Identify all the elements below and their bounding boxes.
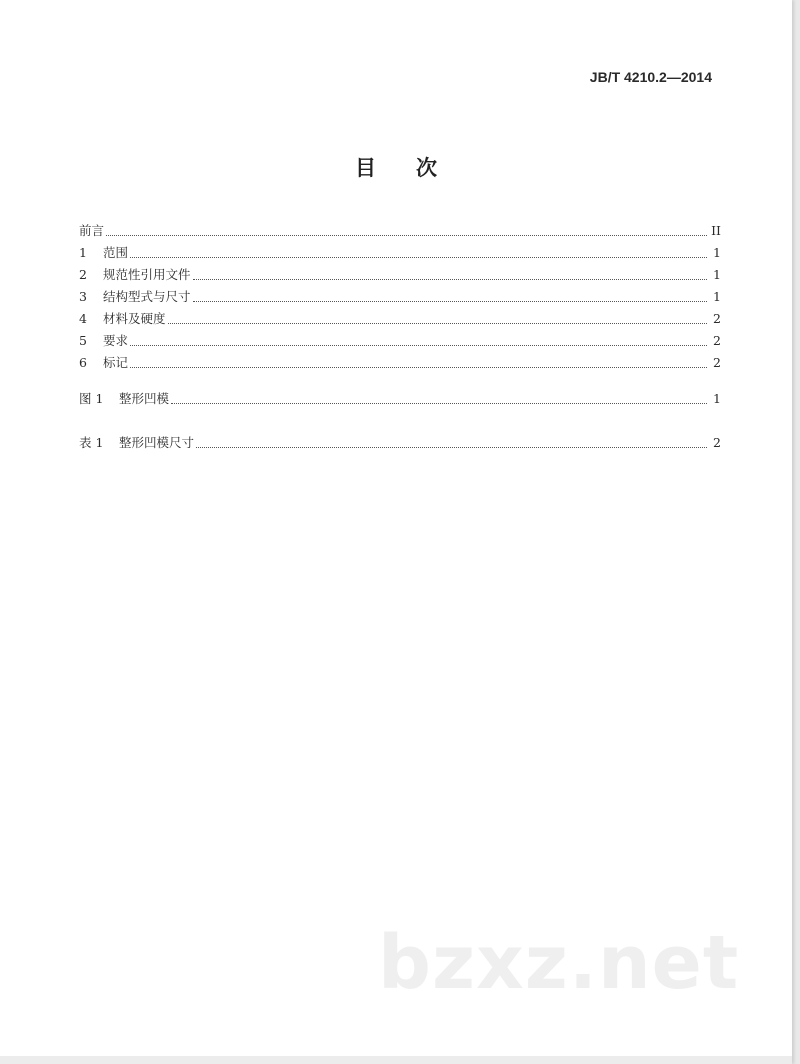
toc-entry-page: II [711,223,721,238]
toc-entry-2[interactable] [79,264,721,286]
figure-label: 整形凹模 [119,391,170,406]
toc-entry-page: 2 [713,355,721,370]
toc-entry-6[interactable] [79,352,721,374]
leader-dots [171,403,707,404]
toc-entry-label: 材料及硬度 [103,311,166,326]
toc-entry-number: 5 [79,333,87,348]
toc-entry-4[interactable] [79,308,721,330]
toc-entry-1[interactable] [79,242,721,264]
leader-dots [168,323,707,324]
leader-dots [193,301,707,302]
spacer [79,410,721,432]
leader-dots [193,279,707,280]
leader-dots [106,235,707,236]
toc-table-1[interactable] [79,432,721,454]
toc-entry-label: 标记 [103,355,129,370]
toc-entry-label: 规范性引用文件 [103,267,191,282]
figure-number: 图 1 [79,391,104,406]
toc-entry-number: 2 [79,267,87,282]
toc-entry-label: 范围 [103,245,129,260]
leader-dots [196,447,707,448]
page-bottom-strip [0,1056,792,1064]
toc-entry-page: 2 [713,333,721,348]
toc-entry-number: 3 [79,289,87,304]
table-page: 2 [713,435,721,450]
toc-entry-label: 要求 [103,333,129,348]
toc-entry-number: 4 [79,311,87,326]
toc-entry-label: 结构型式与尺寸 [103,289,191,304]
spacer [79,374,721,388]
toc-figure-1[interactable] [79,388,721,410]
figure-page: 1 [713,391,721,406]
leader-dots [130,345,707,346]
toc-entry-page: 1 [713,289,721,304]
toc-entry-number: 6 [79,355,87,370]
page-title: 目次 [355,156,477,180]
toc-entry-5[interactable] [79,330,721,352]
toc-entry-number: 1 [79,245,87,260]
toc-entry-3[interactable] [79,286,721,308]
toc-entry-foreword[interactable] [79,220,721,242]
toc-entry-page: 1 [713,245,721,260]
watermark: bzxz.net [378,920,740,1006]
leader-dots [130,367,707,368]
table-of-contents [79,220,721,454]
standard-code: JB/T 4210.2—2014 [589,69,712,85]
toc-entry-page: 2 [713,311,721,326]
table-label: 整形凹模尺寸 [119,435,195,450]
toc-entry-label: 前言 [79,223,105,238]
table-number: 表 1 [79,435,104,450]
toc-entry-page: 1 [713,267,721,282]
leader-dots [130,257,707,258]
